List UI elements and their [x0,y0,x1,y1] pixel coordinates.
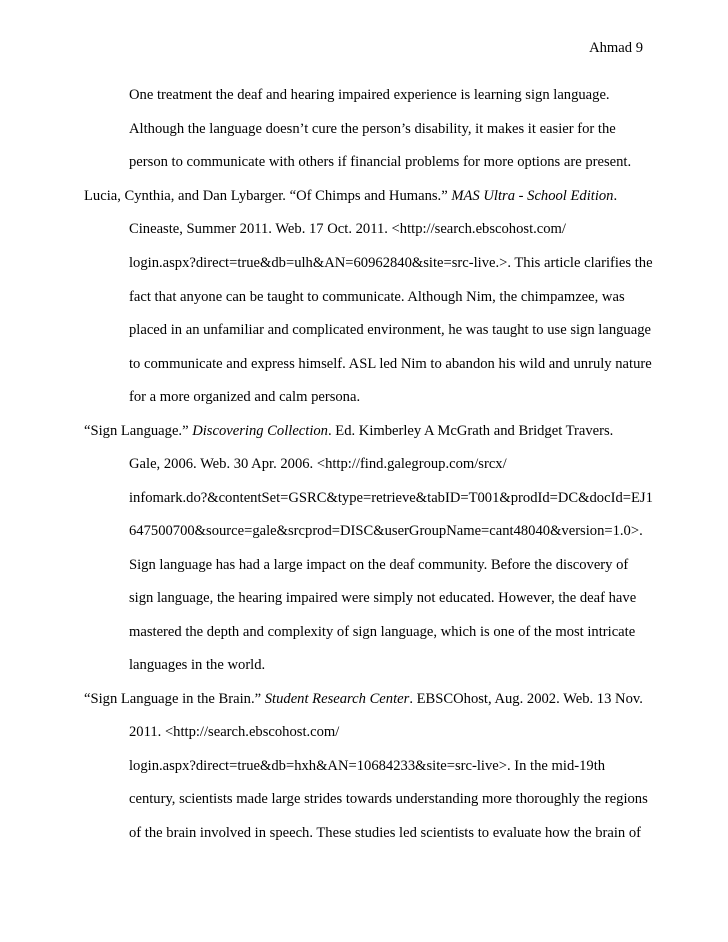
text-line: mastered the depth and complexity of sign language, which is one of the most intricate [129,624,636,640]
citation-first-line [84,422,613,440]
citation-text: “Sign Language in the Brain.” [84,691,265,707]
text-line: infomark.do?&contentSet=GSRC&type=retrieve&tabID=T001&prodId=DC&docId=EJ1 [129,490,653,506]
citation-text: “Sign Language.” [84,423,193,439]
citation-first-line [84,187,617,205]
citation-first-line [84,690,643,708]
citation-text: . [613,188,618,204]
text-line: Cineaste, Summer 2011. Web. 17 Oct. 2011. <http://search.ebscohost.com/ [129,221,566,237]
text-line: sign language, the hearing impaired were simply not educated. However, the deaf have [129,590,637,606]
citation-text: Lucia, Cynthia, and Dan Lybarger. “Of Chimps and Humans.” [84,188,452,204]
text-line: 2011. <http://search.ebscohost.com/ [129,724,340,740]
text-line: placed in an unfamiliar and complicated environment, he was taught to use sign language [129,322,651,338]
text-line: person to communicate with others if financial problems for more options are present. [129,154,632,170]
text-line: fact that anyone can be taught to communicate. Although Nim, the chimpamzee, was [129,289,625,305]
text-line: login.aspx?direct=true&db=ulh&AN=60962840&site=src-live.>. This article clarifies the [129,255,653,271]
citation-text: . EBSCOhost, Aug. 2002. Web. 13 Nov. [409,691,643,707]
text-line: Sign language has had a large impact on the deaf community. Before the discovery of [129,557,629,573]
text-line: login.aspx?direct=true&db=hxh&AN=10684233&site=src-live>. In the mid-19th [129,758,606,774]
text-line: of the brain involved in speech. These studies led scientists to evaluate how the brain of [129,825,641,841]
text-line: Gale, 2006. Web. 30 Apr. 2006. <http://find.galegroup.com/srcx/ [129,456,507,472]
citation-source-title: Discovering Collection [192,423,328,439]
page-header: Ahmad 9 [589,40,643,56]
text-line: languages in the world. [129,657,266,673]
citation-source-title: Student Research Center [264,691,410,707]
text-line: for a more organized and calm persona. [129,389,361,405]
citation-source-title: MAS Ultra - School Edition [451,188,614,204]
text-line: to communicate and express himself. ASL led Nim to abandon his wild and unruly nature [129,356,652,372]
text-line: Although the language doesn’t cure the person’s disability, it makes it easier for the [129,121,616,137]
text-line: century, scientists made large strides towards understanding more thoroughly the regions [129,791,648,807]
citation-text: . Ed. Kimberley A McGrath and Bridget Travers. [327,423,614,439]
text-line: One treatment the deaf and hearing impaired experience is learning sign language. [129,87,610,103]
text-line: 647500700&source=gale&srcprod=DISC&userGroupName=cant48040&version=1.0>. [129,523,643,539]
